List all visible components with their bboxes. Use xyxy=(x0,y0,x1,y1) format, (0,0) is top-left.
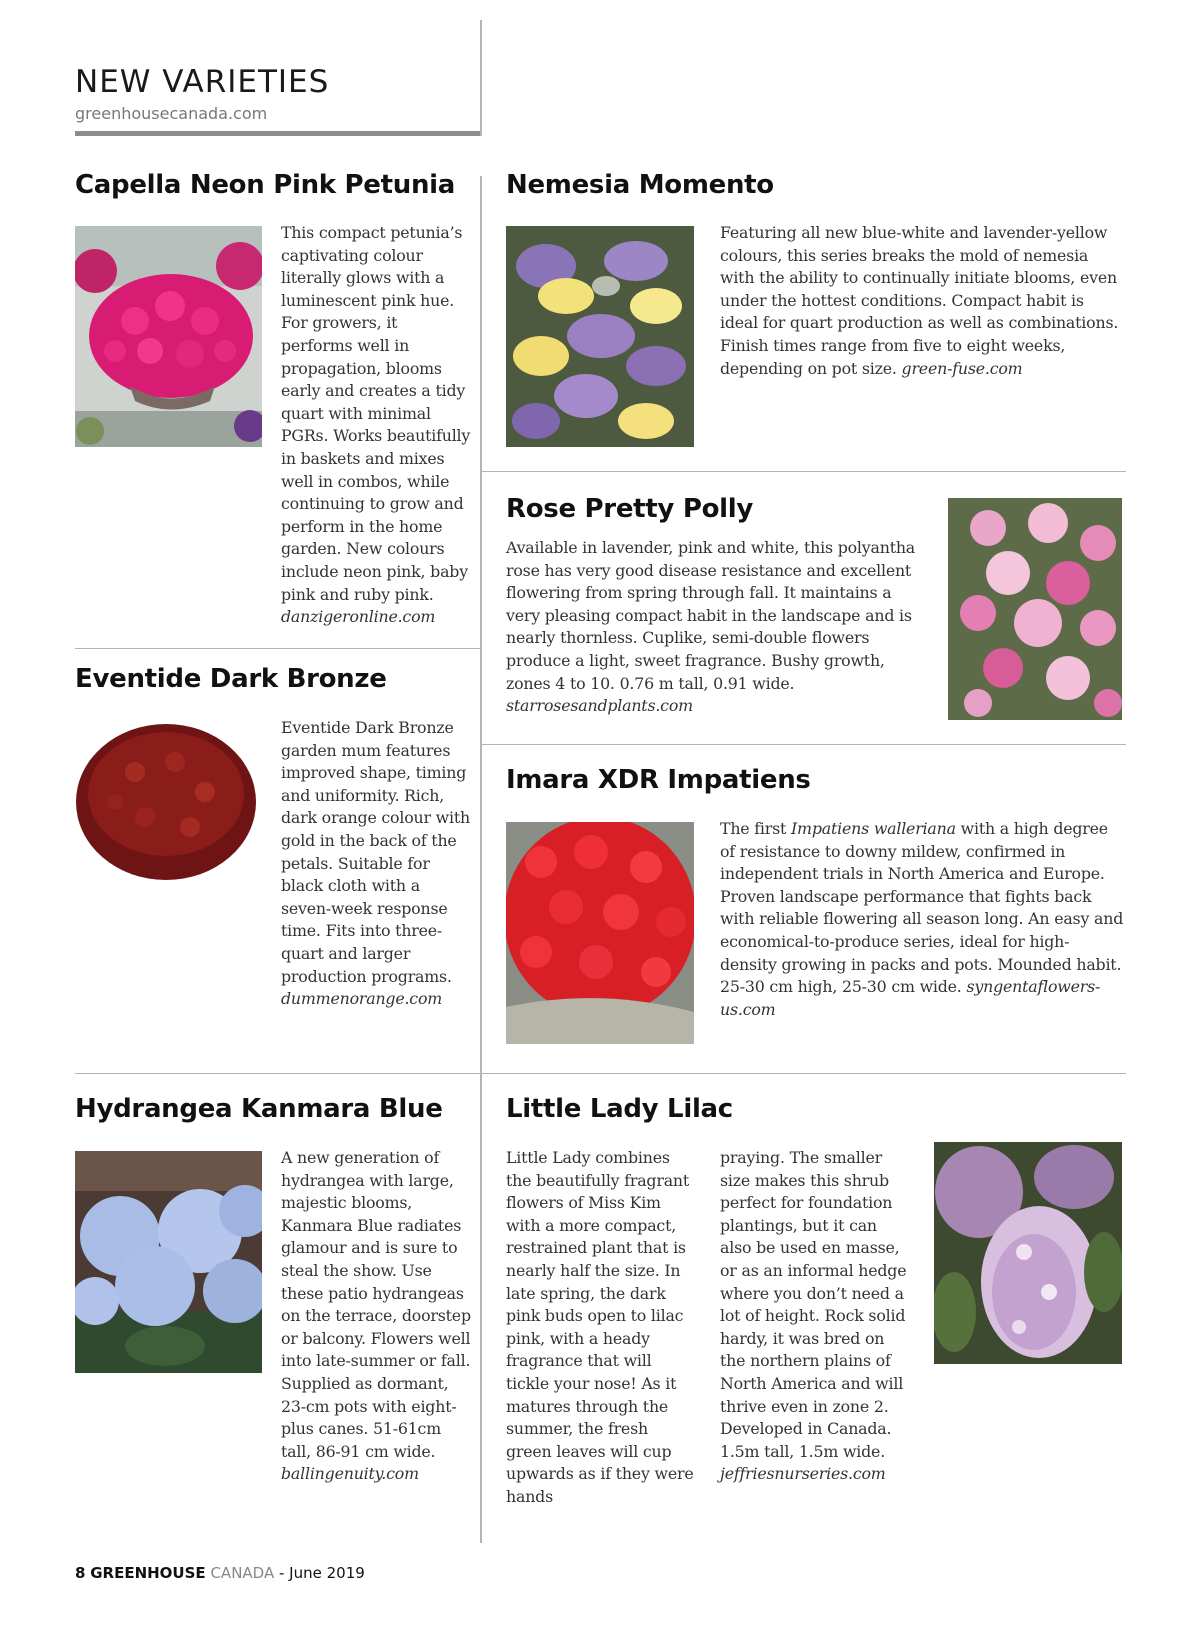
center-divider xyxy=(480,176,482,1543)
section-website: greenhousecanada.com xyxy=(75,104,268,123)
impatiens-photo xyxy=(506,822,694,1044)
footer-date: June 2019 xyxy=(289,1564,365,1582)
article-body-nemesia xyxy=(720,222,1125,380)
divider-right-2 xyxy=(482,744,1126,745)
article-title-rose: Rose Pretty Polly xyxy=(506,494,754,524)
impatiens-species: Impatiens walleriana xyxy=(791,819,956,838)
article-body-impatiens xyxy=(720,818,1125,1021)
petunia-text: This compact petunia’s captivating colour literally glows with a luminescent pink hue. For growers, it performs well in propagation, blooms early and creates a tidy quart with minimal PGRs. Works beautifully in baskets and mixes well in combos, while continuing to grow and perform in the home garden. New colours include neon pink, baby pink and ruby pink. xyxy=(281,223,471,604)
article-body-eventide xyxy=(281,717,471,1011)
footer-magazine-light: CANADA xyxy=(210,1564,275,1582)
header-rule xyxy=(75,131,482,136)
footer-page-number: 8 xyxy=(75,1564,86,1582)
article-title-lilac: Little Lady Lilac xyxy=(506,1094,733,1124)
impatiens-url[interactable]: syngentaflowers-us.com xyxy=(720,977,1101,1019)
lilac-photo xyxy=(934,1142,1122,1364)
rose-url[interactable]: starrosesandplants.com xyxy=(506,696,693,716)
article-title-petunia: Capella Neon Pink Petunia xyxy=(75,170,456,200)
article-title-impatiens: Imara XDR Impatiens xyxy=(506,765,811,795)
eventide-photo xyxy=(75,722,258,884)
nemesia-url[interactable]: green-fuse.com xyxy=(901,358,1023,378)
impatiens-text-post: with a high degree of resistance to downy mildew, confirmed in independent trials in North America and Europe. Proven landscape performance that fights back with reliable flowering all season long. An easy and economical-to-produce series, ideal for high-density growing in packs and pots. Mounded habit. 25-30 cm high, 25-30 cm wide. xyxy=(720,819,1124,997)
rose-text: Available in lavender, pink and white, this polyantha rose has very good disease resistance and excellent flowering from spring through fall. It maintains a very pleasing compact habit in the landscape and is nearly thornless. Cuplike, semi-double flowers produce a light, sweet fragrance. Bushy growth, zones 4 to 10. 0.76 m tall, 0.91 wide. xyxy=(506,538,916,693)
article-body-lilac-col2 xyxy=(720,1147,912,1486)
divider-left-1 xyxy=(75,648,480,649)
footer-separator: - xyxy=(274,1564,290,1582)
nemesia-photo xyxy=(506,226,694,447)
hydrangea-photo xyxy=(75,1151,262,1373)
hydrangea-text: A new generation of hydrangea with large, majestic blooms, Kanmara Blue radiates glamour and is sure to steal the show. Use these patio hydrangeas on the terrace, doorstep or balcony. Flowers well into late-summer or fall. Supplied as dormant, 23-cm pots with eight-plus canes. 51-61cm tall, 86-91 cm wide. xyxy=(281,1148,471,1461)
lilac-url[interactable]: jeffriesnurseries.com xyxy=(720,1464,886,1484)
lilac-text-col2: praying. The smaller size makes this shrub perfect for foundation plantings, but it can also be used en masse, or as an informal hedge where you don’t need a lot of height. Rock solid hardy, it was bred on the northern plains of North America and will thrive even in zone 2. Developed in Canada. 1.5m tall, 1.5m wide. xyxy=(720,1148,907,1461)
eventide-text: Eventide Dark Bronze garden mum features improved shape, timing and uniformity. Rich, dark orange colour with gold in the back of the petals. Suitable for black cloth with a seven-week response time. Fits into three-quart and larger production programs. xyxy=(281,718,470,986)
impatiens-text-pre: The first xyxy=(720,819,792,838)
article-body-hydrangea xyxy=(281,1147,471,1486)
rose-photo xyxy=(948,498,1122,720)
footer-magazine-bold: GREENHOUSE xyxy=(90,1564,206,1582)
nemesia-text: Featuring all new blue-white and lavender-yellow colours, this series breaks the mold of nemesia with the ability to continually initiate blooms, even under the hottest conditions. Compact habit is ideal for quart production as well as combinations. Finish times range from five to eight weeks, depending on pot size. xyxy=(720,223,1119,378)
article-title-eventide: Eventide Dark Bronze xyxy=(75,664,387,694)
hydrangea-url[interactable]: ballingenuity.com xyxy=(281,1464,419,1484)
article-body-petunia xyxy=(281,222,471,629)
page-footer xyxy=(75,1564,365,1582)
eventide-url[interactable]: dummenorange.com xyxy=(281,989,443,1009)
petunia-url[interactable]: danzigeronline.com xyxy=(281,607,436,627)
article-title-hydrangea: Hydrangea Kanmara Blue xyxy=(75,1094,443,1124)
article-body-lilac-col1: Little Lady combines the beautifully fragrant flowers of Miss Kim with a more compact, restrained plant that is nearly half the size. In late spring, the dark pink buds open to lilac pink, with a heady fragrance that will tickle your nose! As it matures through the summer, the fresh green leaves will cup upwards as if they were hands xyxy=(506,1148,694,1506)
section-title: NEW VARIETIES xyxy=(75,64,330,100)
divider-right-1 xyxy=(482,471,1126,472)
header-divider xyxy=(480,20,482,136)
divider-full xyxy=(75,1073,1126,1074)
petunia-photo xyxy=(75,226,262,447)
article-title-nemesia: Nemesia Momento xyxy=(506,170,774,200)
article-body-rose xyxy=(506,537,916,718)
